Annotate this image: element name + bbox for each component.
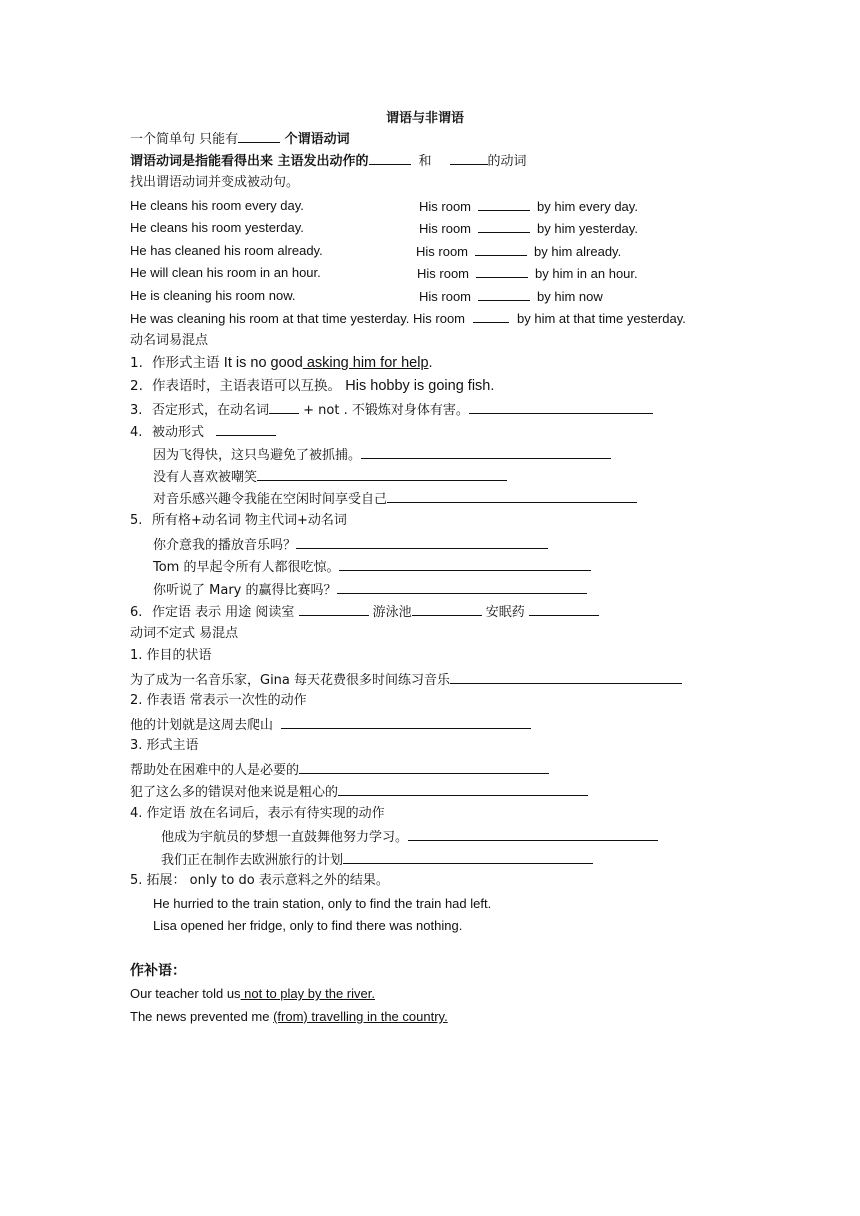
answer-blank[interactable] [369, 151, 411, 165]
answer-blank[interactable] [412, 602, 482, 616]
gerund-4-sentence: 对音乐感兴趣令我能在空闲时间享受自己 [153, 489, 637, 509]
infinitive-item-1: 1. 作目的状语 [130, 648, 212, 663]
answer-blank[interactable] [339, 557, 591, 571]
answer-blank[interactable] [338, 782, 588, 796]
infinitive-item-2: 2. 作表语 常表示一次性的动作 [130, 693, 307, 708]
passive-answer: His room by him yesterday. [419, 221, 638, 236]
intro-line-3: 找出谓语动词并变成被动句。 [130, 175, 300, 190]
passive-row: He cleans his room every day. [130, 198, 304, 213]
passive-row: He has cleaned his room already. [130, 243, 323, 258]
answer-blank[interactable] [478, 197, 530, 211]
gerund-item-2: 2. 作表语时，主语表语可以互换。 His hobby is going fish. [130, 378, 495, 394]
infinitive-item-3: 3. 形式主语 [130, 738, 199, 753]
answer-blank[interactable] [450, 151, 488, 165]
gerund-5-sentence: 你介意我的播放音乐吗？ [153, 535, 548, 555]
answer-blank[interactable] [337, 580, 587, 594]
infinitive-1-sentence: 为了成为一名音乐家，Gina 每天花费很多时间练习音乐 [130, 670, 682, 690]
gerund-item-4: 4. 被动形式 [130, 422, 276, 442]
answer-blank[interactable] [296, 535, 548, 549]
answer-blank[interactable] [269, 400, 299, 414]
gerund-item-6: 6. 作定语 表示 用途 阅读室 游泳池 安眠药 [130, 602, 599, 622]
gerund-5-sentence: Tom 的早起令所有人都很吃惊。 [153, 557, 591, 577]
gerund-4-sentence: 没有人喜欢被嘲笑 [153, 467, 507, 487]
infinitive-3-sentence: 帮助处在困难中的人是必要的 [130, 760, 549, 780]
gerund-item-3: 3. 否定形式，在动名词 + not . 不锻炼对身体有害。 [130, 400, 653, 420]
intro-line-1: 一个简单句 只能有 个谓语动词 [130, 129, 350, 149]
answer-blank[interactable] [450, 670, 682, 684]
answer-blank[interactable] [299, 760, 549, 774]
passive-row: He was cleaning his room at that time yesterday. His room by him at that time yesterday. [130, 311, 686, 326]
answer-blank[interactable] [476, 264, 528, 278]
passive-answer: His room by him already. [416, 244, 622, 259]
infinitive-3-sentence: 犯了这么多的错误对他来说是粗心的 [130, 782, 588, 802]
infinitive-heading: 动词不定式 易混点 [130, 626, 239, 641]
answer-blank[interactable] [408, 827, 658, 841]
answer-blank[interactable] [361, 445, 611, 459]
answer-blank[interactable] [475, 242, 527, 256]
gerund-item-1: 1. 作形式主语 It is no good asking him for help. [130, 355, 433, 371]
answer-blank[interactable] [299, 602, 369, 616]
answer-blank[interactable] [216, 422, 276, 436]
intro-line-2: 谓语动词是指能看得出来 主语发出动作的 和 的动词 [130, 151, 527, 171]
infinitive-2-sentence: 他的计划就是这周去爬山 [130, 715, 531, 735]
answer-blank[interactable] [257, 467, 507, 481]
gerund-item-5: 5. 所有格+动名词 物主代词+动名词 [130, 513, 347, 528]
answer-blank[interactable] [473, 309, 509, 323]
page-title: 谓语与非谓语 [386, 111, 465, 126]
infinitive-5-example: Lisa opened her fridge, only to find there was nothing. [153, 918, 463, 933]
complement-line-1: Our teacher told us not to play by the river. [130, 986, 375, 1001]
passive-row: He cleans his room yesterday. [130, 220, 304, 235]
gerund-heading: 动名词易混点 [130, 333, 209, 348]
passive-answer: His room by him now [419, 289, 603, 304]
answer-blank[interactable] [529, 602, 599, 616]
answer-blank[interactable] [478, 219, 530, 233]
infinitive-5-example: He hurried to the train station, only to find the train had left. [153, 896, 492, 911]
passive-row: He is cleaning his room now. [130, 288, 296, 303]
passive-row: He will clean his room in an hour. [130, 265, 321, 280]
answer-blank[interactable] [343, 850, 593, 864]
complement-heading: 作补语： [130, 963, 186, 979]
gerund-5-sentence: 你听说了 Mary 的赢得比赛吗？ [153, 580, 587, 600]
answer-blank[interactable] [478, 287, 530, 301]
answer-blank[interactable] [387, 489, 637, 503]
infinitive-4-sentence: 我们正在制作去欧洲旅行的计划 [161, 850, 593, 870]
gerund-4-sentence: 因为飞得快，这只鸟避免了被抓捕。 [153, 445, 611, 465]
answer-blank[interactable] [281, 715, 531, 729]
answer-blank[interactable] [469, 400, 653, 414]
infinitive-item-5: 5. 拓展： only to do 表示意料之外的结果。 [130, 873, 389, 888]
passive-answer: His room by him in an hour. [417, 266, 638, 281]
infinitive-item-4: 4. 作定语 放在名词后，表示有待实现的动作 [130, 806, 385, 821]
infinitive-4-sentence: 他成为宇航员的梦想一直鼓舞他努力学习。 [161, 827, 658, 847]
passive-answer: His room by him every day. [419, 199, 638, 214]
complement-line-2: The news prevented me (from) travelling in the country. [130, 1009, 448, 1024]
answer-blank[interactable] [238, 129, 280, 143]
